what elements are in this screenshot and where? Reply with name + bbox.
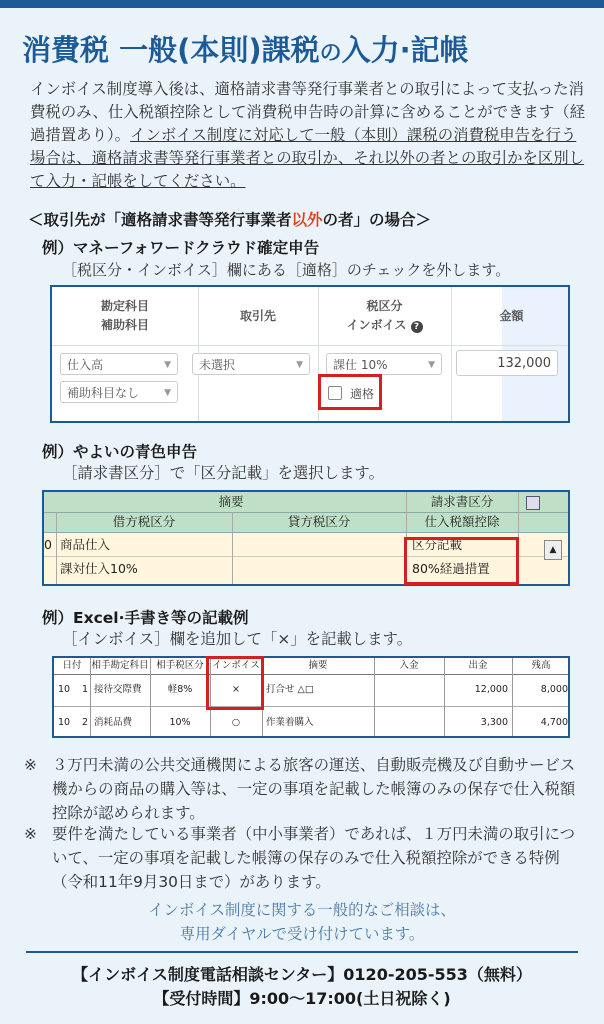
account-select[interactable] — [60, 353, 178, 375]
example1-description: ［税区分・インボイス］欄にある［適格］のチェックを外します。 — [62, 261, 511, 279]
row1-balance: 8,000 — [540, 684, 568, 695]
row1-day: 1 — [81, 684, 88, 695]
invoice-class-value[interactable]: 区分記載 — [412, 537, 463, 552]
row-divider — [54, 706, 570, 707]
tax-class-select[interactable] — [326, 353, 442, 375]
subaccount-select[interactable] — [60, 381, 178, 403]
row2-balance: 4,700 — [540, 717, 568, 728]
header-account: 相手勘定科目 — [91, 660, 149, 671]
header-credit-tax: 貸方税区分 — [287, 514, 351, 529]
invoice-column-highlight — [206, 656, 264, 710]
header-date: 日付 — [62, 660, 82, 671]
header-bottom-line — [54, 674, 570, 675]
header-partner — [198, 287, 318, 345]
consult-line-1: インボイス制度に関する一般的なご相談は、 — [148, 901, 456, 919]
dropdown-caret-icon: ▼ — [164, 388, 171, 398]
header-tax: 相手税区分 — [156, 660, 204, 671]
moneyforward-screenshot — [50, 285, 570, 423]
row2-account: 消耗品費 — [94, 717, 133, 728]
header-summary: 摘要 — [308, 660, 328, 671]
header-summary: 摘要 — [218, 494, 244, 509]
case-heading-pre: ＜取引先が「適格請求書等発行事業者 — [28, 211, 292, 229]
title-tail: 入力·記帳 — [341, 33, 469, 67]
case-heading — [28, 208, 431, 230]
header-bottom-line — [44, 532, 570, 533]
deduction-value[interactable]: 80%経過措置 — [412, 561, 490, 576]
footer-divider — [26, 951, 578, 953]
example3-description: ［インボイス］欄を追加して「×」を記載します。 — [62, 630, 413, 648]
top-accent-bar — [0, 0, 604, 8]
note-1-mark: ※ — [24, 756, 37, 774]
intro-text: インボイス制度導入後は、適格請求書等発行事業者との取引によって支払った消費税のみ、仕入税額控除として消費税申告時の計算に含めることができます（経過措置あり）。 — [30, 80, 585, 144]
example1-title: 例）マネーフォワードクラウド確定申告 — [42, 239, 320, 257]
header-deposit: 入金 — [399, 660, 419, 671]
title-particle: の — [319, 41, 342, 66]
header-tax-label: 税区分 — [366, 299, 403, 313]
partner-select[interactable] — [192, 353, 310, 375]
header-partner-label: 取引先 — [239, 308, 276, 323]
intro-underlined-text: インボイス制度に対応して一般（本則）課税の消費税申告を行う場合は、適格請求書等発行事業者との取引か、それ以外の者との取引かを区別して入力・記帳をしてください。 — [30, 126, 585, 190]
row2-withdrawal: 3,300 — [480, 717, 508, 728]
example3-title: 例）Excel·手書き等の記載例 — [42, 609, 249, 627]
row2-month: 10 — [58, 717, 71, 728]
example2-description: ［請求書区分］で「区分記載」を選択します。 — [62, 464, 384, 482]
question-circle-icon[interactable]: ? — [411, 321, 423, 333]
header-balance: 残高 — [531, 660, 551, 671]
example2-title: 例）やよいの青色申告 — [42, 443, 198, 461]
row1-withdrawal: 12,000 — [474, 684, 508, 695]
note-2-text: 要件を満たしている事業者（中小事業者）であれば、１万円未満の取引について、一定の事項を記載した帳簿の保存のみで仕入税額控除ができる特例（令和11年9月30日まで）があります。 — [52, 825, 575, 891]
scroll-up-arrow-icon[interactable]: ▲ — [544, 540, 562, 560]
header-subaccount-label: 補助科目 — [100, 318, 149, 332]
header-invoice-class: 請求書区分 — [430, 494, 494, 509]
header-amount — [451, 287, 570, 345]
debit-tax-value[interactable]: 課対仕入10% — [60, 561, 138, 576]
header-invoice-label: インボイス — [346, 318, 407, 332]
qualified-highlight — [318, 374, 382, 410]
row1-account: 接待交際費 — [94, 684, 142, 695]
contact-center: 【インボイス制度電話相談センター】0120-205-553（無料） — [72, 965, 532, 984]
header-deduction: 仕入税額控除 — [424, 514, 500, 529]
row2-day: 2 — [81, 717, 88, 728]
note-2 — [24, 822, 584, 894]
summary-value[interactable]: 商品仕入 — [60, 537, 111, 552]
dropdown-caret-icon: ▼ — [296, 360, 303, 370]
header-account-label: 勘定科目 — [100, 299, 149, 313]
note-2-mark: ※ — [24, 825, 37, 843]
header-account — [52, 287, 198, 345]
row1-tax: 軽8% — [167, 684, 193, 695]
dropdown-caret-icon: ▼ — [164, 360, 171, 370]
note-1-text: ３万円未満の公共交通機関による旅客の運送、自動販売機及び自動サービス機からの商品の購入等は、一定の事項を記載した帳簿のみの保存で仕入税額控除が認められます。 — [52, 756, 576, 822]
dropdown-caret-icon: ▼ — [428, 360, 435, 370]
invoice-class-highlight — [404, 537, 519, 585]
row2-tax: 10% — [169, 717, 191, 728]
row1-summary: 打合せ △□ — [266, 684, 314, 695]
header-amount-label: 金額 — [499, 308, 524, 323]
row2-invoice: ○ — [231, 717, 241, 728]
row-index: 0 — [44, 537, 52, 552]
header-divider — [52, 345, 570, 346]
memo-icon[interactable] — [526, 496, 540, 510]
subaccount-value: 補助科目なし — [67, 386, 140, 400]
header-tax — [318, 287, 451, 345]
partner-value: 未選択 — [199, 358, 236, 372]
row1-month: 10 — [58, 684, 71, 695]
page-title — [22, 28, 469, 69]
intro-paragraph — [30, 78, 586, 193]
qualified-checkbox-label: 適格 — [350, 387, 375, 401]
note-1 — [24, 753, 584, 825]
consult-line-2: 専用ダイヤルで受け付けています。 — [179, 925, 425, 943]
row1-invoice: × — [232, 684, 240, 695]
account-value: 仕入高 — [67, 358, 104, 372]
excel-screenshot — [52, 656, 570, 738]
title-main: 消費税 一般(本則)課税 — [22, 33, 320, 67]
tax-class-value: 課仕 10% — [333, 358, 388, 372]
case-heading-emphasis: 以外 — [291, 211, 323, 229]
row2-summary: 作業着購入 — [266, 717, 314, 728]
case-heading-post: の者」の場合＞ — [322, 211, 432, 229]
header-invoice: インボイス — [212, 660, 260, 671]
header-withdrawal: 出金 — [468, 660, 488, 671]
reception-hours: 【受付時間】9:00～17:00(土日祝除く) — [153, 989, 451, 1008]
amount-input[interactable]: 132,000 — [456, 350, 558, 376]
header-debit-tax: 借方税区分 — [112, 514, 176, 529]
